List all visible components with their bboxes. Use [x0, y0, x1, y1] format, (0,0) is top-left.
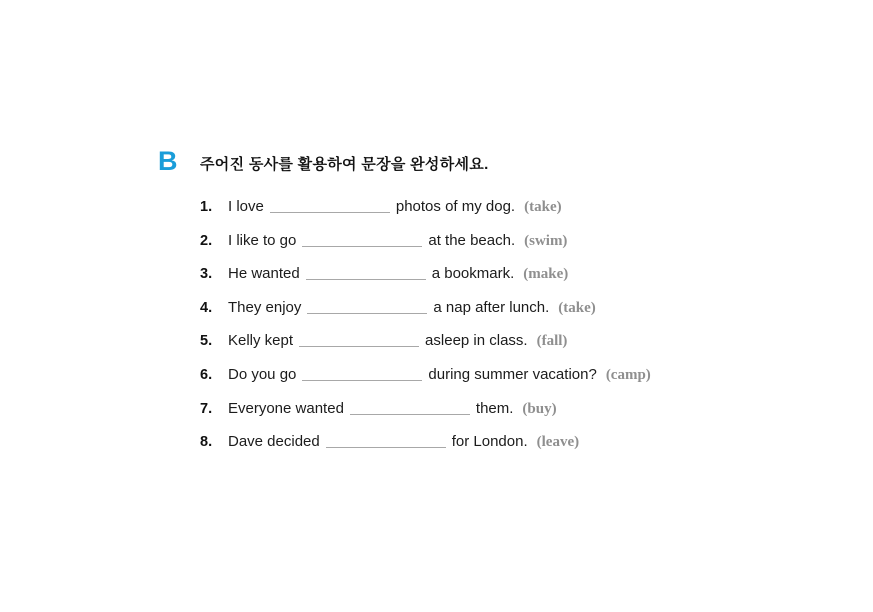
- exercise-item: [158, 358, 818, 392]
- sentence-after: for London.: [451, 433, 528, 451]
- item-number: 6.: [200, 366, 213, 383]
- sentence-before: Everyone wanted: [228, 399, 344, 417]
- verb-hint: (leave): [536, 434, 580, 451]
- verb-hint: (swim): [524, 232, 568, 249]
- exercise-item: [158, 291, 818, 325]
- sentence-before: Dave decided: [228, 433, 320, 451]
- sentence-before: Kelly kept: [228, 332, 294, 350]
- sentence-after: asleep in class.: [425, 332, 528, 350]
- item-number: 1.: [200, 199, 213, 215]
- sentence-after: them.: [475, 399, 514, 417]
- verb-hint: (take): [524, 199, 562, 215]
- sentence-after: a nap after lunch.: [433, 298, 550, 316]
- answer-blank: [302, 365, 422, 381]
- sentence-before: They enjoy: [228, 298, 302, 316]
- exercise-item: [158, 224, 818, 258]
- answer-blank: [326, 432, 446, 448]
- exercise-item: [158, 425, 818, 459]
- sentence-after: at the beach.: [428, 231, 516, 249]
- exercise-item: [158, 257, 818, 291]
- item-number: 5.: [200, 333, 213, 350]
- exercise-item: [158, 190, 818, 224]
- worksheet-page: [158, 148, 818, 459]
- section-label: B: [158, 146, 178, 176]
- item-number: 8.: [200, 434, 213, 451]
- sentence-before: I like to go: [228, 231, 297, 249]
- answer-blank: [302, 231, 422, 247]
- sentence-after: a bookmark.: [431, 265, 515, 283]
- verb-hint: (take): [558, 299, 596, 316]
- sentence-before: He wanted: [228, 265, 300, 283]
- answer-blank: [307, 298, 427, 314]
- exercise-list: [158, 190, 818, 459]
- verb-hint: (make): [523, 266, 569, 283]
- instruction-text: 주어진 동사를 활용하여 문장을 완성하세요.: [200, 156, 489, 173]
- sentence-after: photos of my dog.: [395, 198, 516, 215]
- verb-hint: (camp): [605, 366, 651, 383]
- item-number: 3.: [200, 266, 213, 283]
- exercise-item: [158, 392, 818, 426]
- exercise-item: [158, 324, 818, 358]
- answer-blank: [306, 264, 426, 280]
- sentence-before: Do you go: [228, 365, 297, 383]
- verb-hint: (buy): [522, 400, 557, 417]
- item-number: 2.: [200, 232, 213, 249]
- item-number: 4.: [200, 299, 213, 316]
- verb-hint: (fall): [536, 333, 568, 350]
- section-header: [158, 148, 818, 175]
- item-number: 7.: [200, 400, 213, 417]
- answer-blank: [350, 399, 470, 415]
- sentence-before: I love: [228, 198, 264, 215]
- answer-blank: [270, 197, 390, 213]
- answer-blank: [299, 331, 419, 347]
- sentence-after: during summer vacation?: [428, 365, 597, 383]
